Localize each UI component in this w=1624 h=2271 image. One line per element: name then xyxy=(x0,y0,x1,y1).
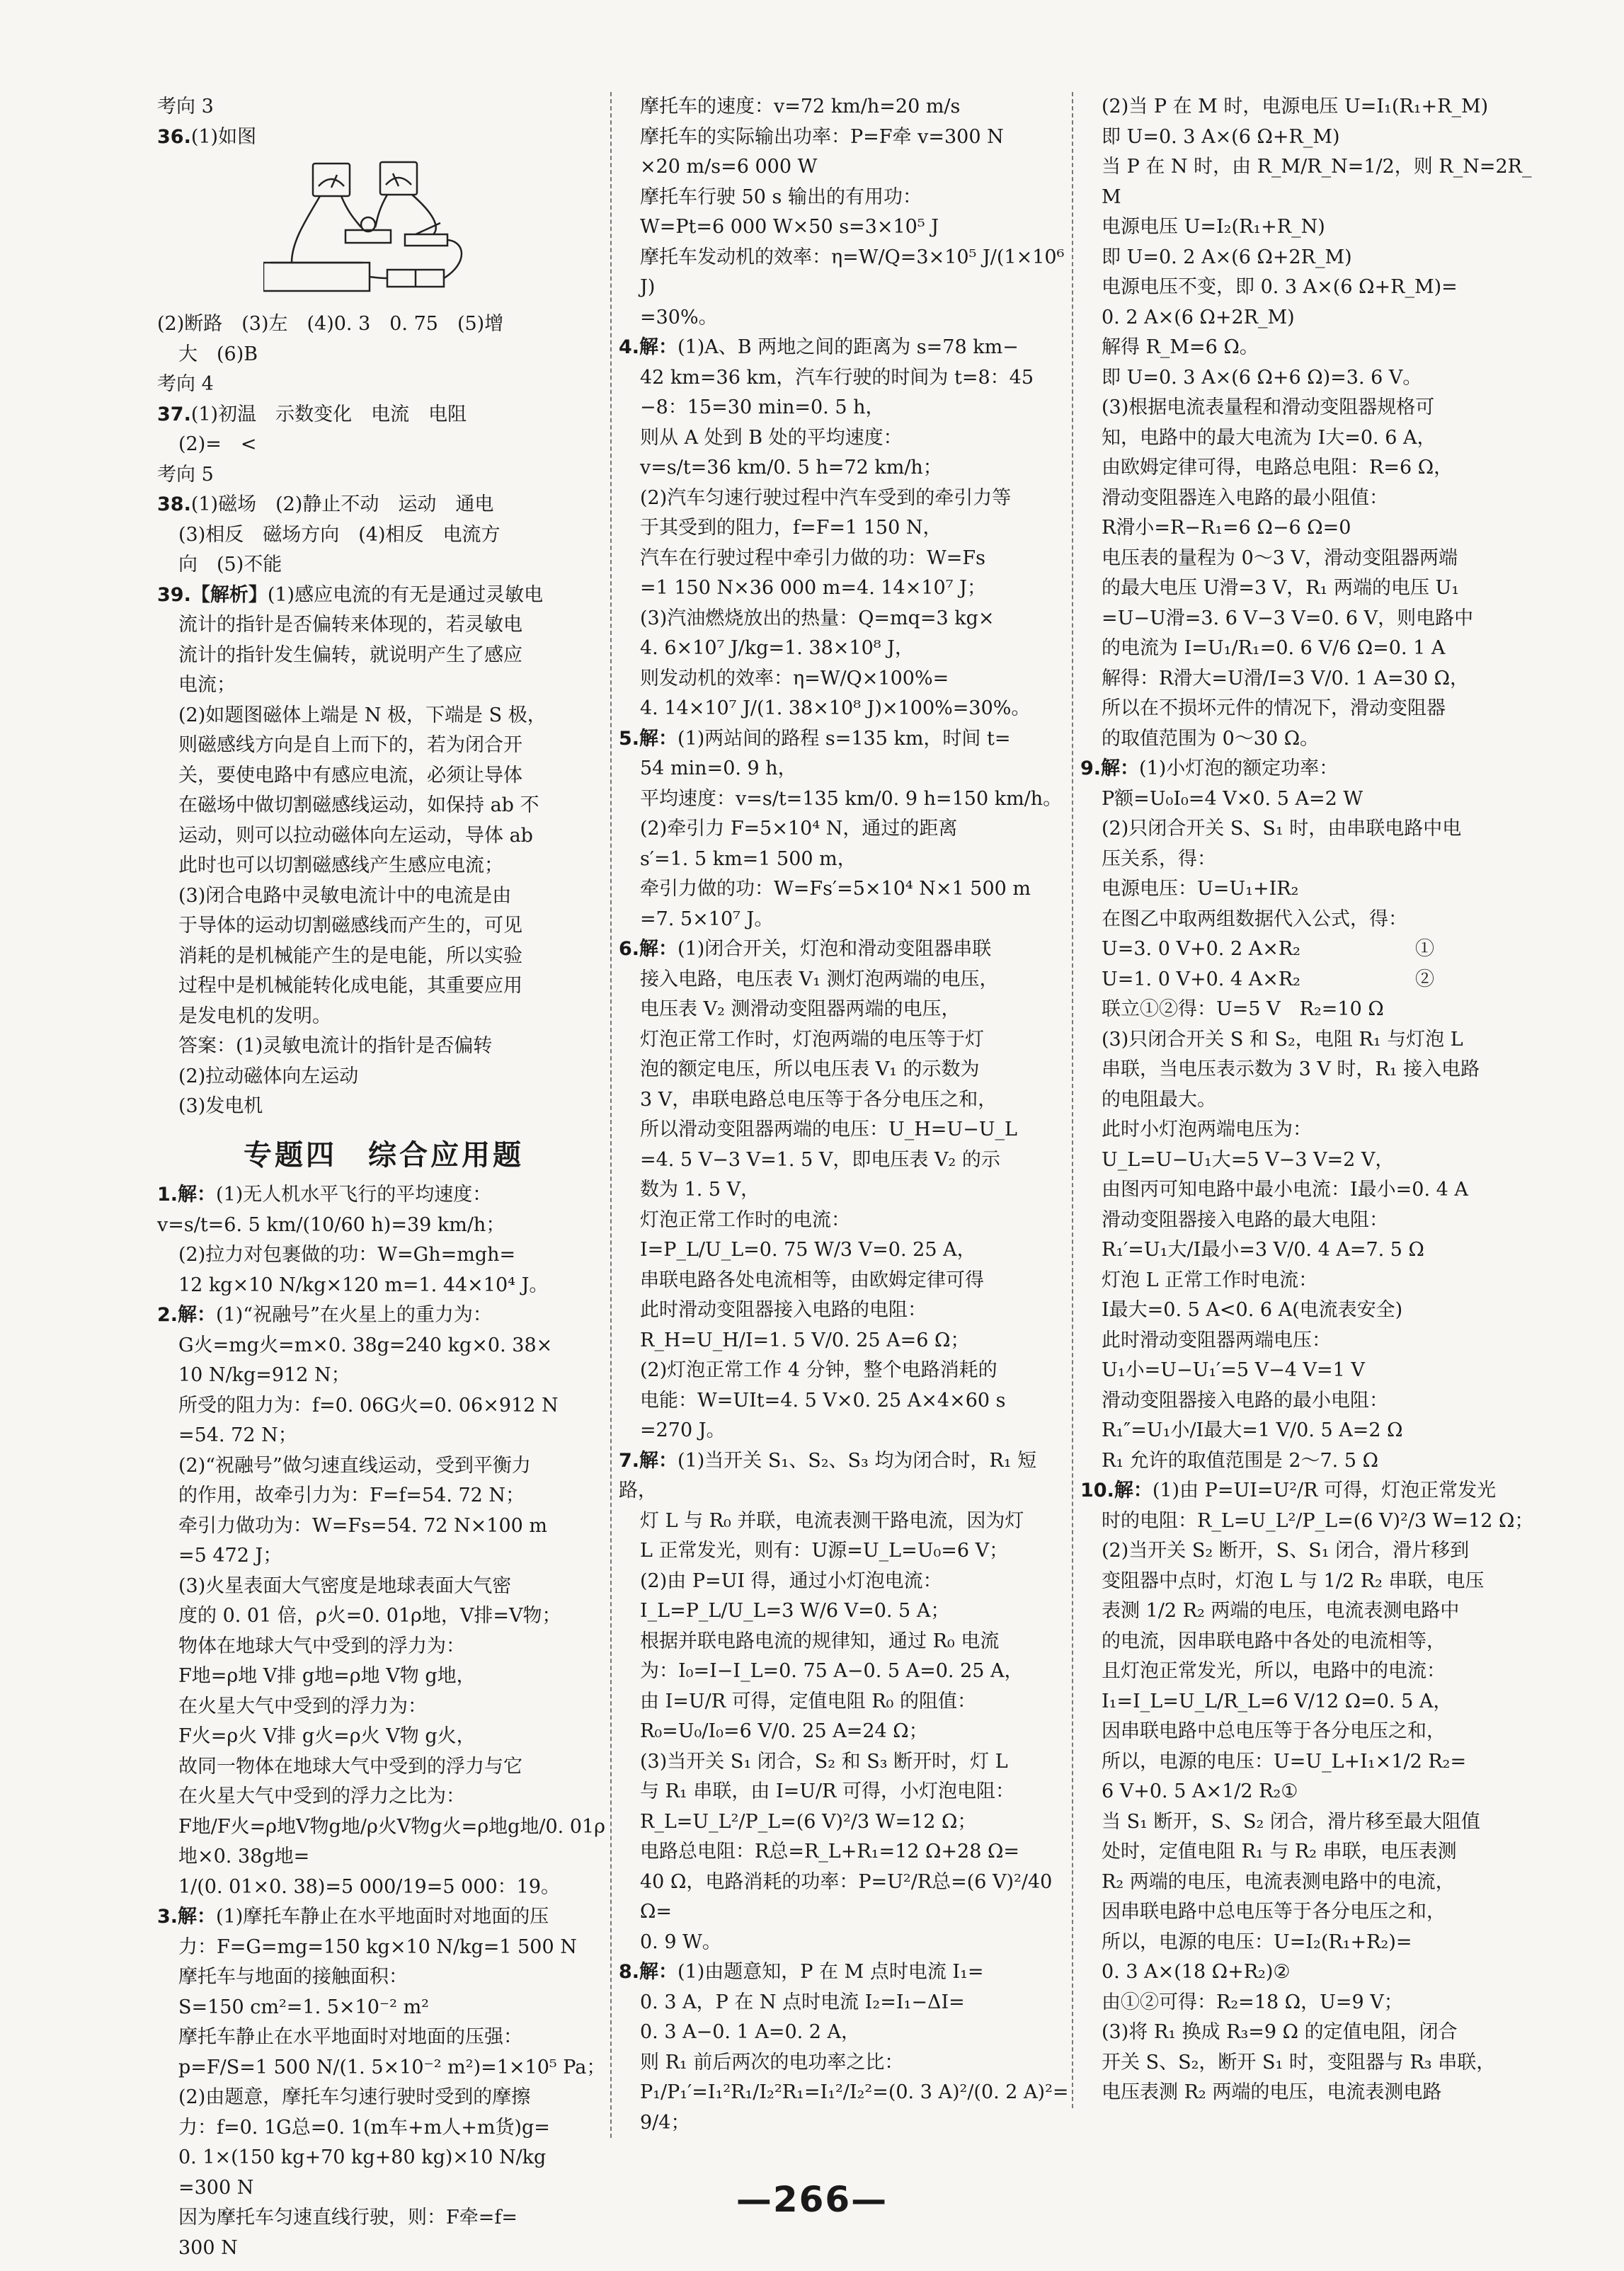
question-line: 1.解：(1)无人机水平飞行的平均速度： xyxy=(157,1184,492,1206)
question-line: 2.解：(1)“祝融号”在火星上的重力为： xyxy=(157,1304,492,1326)
text-line: 0. 9 W。 xyxy=(640,1930,721,1953)
text-line: (2)如题图磁体上端是 N 极，下端是 S 极， xyxy=(178,704,547,726)
text-line: (2)当开关 S₂ 断开，S、S₁ 闭合，滑片移到 xyxy=(1102,1540,1470,1562)
text-line: 因为摩托车匀速直线行驶，则：F牵=f= xyxy=(178,2207,517,2229)
text-line: 因串联电路中总电压等于各分电压之和， xyxy=(1102,1901,1446,1923)
text-line: 变阻器中点时，灯泡 L 与 1/2 R₂ 串联，电压 xyxy=(1102,1569,1485,1592)
text-line: 摩托车发动机的效率：η=W/Q=3×10⁵ J/(1×10⁶ J) xyxy=(640,246,1065,298)
question-line: 10.解：(1)由 P=UI=U²/R 可得，灯泡正常发光 xyxy=(1080,1480,1497,1501)
text-line: s′=1. 5 km=1 500 m， xyxy=(640,847,857,870)
text-line: ×20 m/s=6 000 W xyxy=(640,156,818,178)
text-line: 的电阻最大。 xyxy=(1102,1088,1216,1111)
text-line: 的电流为 I=U₁/R₁=0. 6 V/6 Ω=0. 1 A xyxy=(1102,637,1446,659)
text-line: 电压表 V₂ 测滑动变阻器两端的电压， xyxy=(640,998,961,1020)
text-line: 电路总电阻：R总=R_L+R₁=12 Ω+28 Ω= xyxy=(640,1841,1020,1863)
text-line: 由①②可得：R₂=18 Ω，U=9 V； xyxy=(1102,1991,1403,2013)
text-line: (3)当开关 S₁ 闭合，S₂ 和 S₃ 断开时，灯 L xyxy=(640,1750,1008,1773)
text-line: U_L=U−U₁大=5 V−3 V=2 V， xyxy=(1102,1148,1395,1171)
text-line: 解得：R滑大=U滑/I=3 V/0. 1 A=30 Ω， xyxy=(1102,667,1469,690)
text-line: 滑动变阻器连入电路的最小阻值： xyxy=(1102,486,1388,509)
text-line: 54 min=0. 9 h， xyxy=(640,757,797,779)
text-line: 为：I₀=I−I_L=0. 75 A−0. 5 A=0. 25 A， xyxy=(640,1660,1024,1682)
text-line: R₁ 允许的取值范围是 2～7. 5 Ω xyxy=(1102,1449,1378,1472)
question-line: 37.(1)初温 示数变化 电流 电阻 xyxy=(157,403,467,425)
text-line: 故同一物体在地球大气中受到的浮力与它 xyxy=(178,1755,522,1778)
text-line: 在图乙中取两组数据代入公式，得： xyxy=(1102,908,1407,930)
text-line: 此时也可以切割磁感线产生感应电流； xyxy=(178,854,503,876)
question-line: 3.解：(1)摩托车静止在水平地面时对地面的压 xyxy=(157,1906,549,1928)
text-line: 42 km=36 km，汽车行驶的时间为 t=8：45 xyxy=(640,366,1034,389)
question-line: 9.解：(1)小灯泡的额定功率： xyxy=(1080,757,1339,779)
text-line: 摩托车与地面的接触面积： xyxy=(178,1966,408,1988)
text-line: 在火星大气中受到的浮力为： xyxy=(178,1695,427,1717)
text-line: 摩托车的速度：v=72 km/h=20 m/s xyxy=(640,96,961,118)
text-line: 此时滑动变阻器两端电压： xyxy=(1102,1329,1331,1351)
text-line: (2)只闭合开关 S、S₁ 时，由串联电路中电 xyxy=(1102,818,1462,840)
column-right xyxy=(1072,92,1540,2108)
text-line: 0. 3 A×(18 Ω+R₂)② xyxy=(1102,1961,1291,1983)
text-line: 力：F=G=mg=150 kg×10 N/kg=1 500 N xyxy=(178,1935,577,1958)
text-line: 灯泡正常工作时的电流： xyxy=(640,1208,850,1231)
text-line: 灯泡 L 正常工作时电流： xyxy=(1102,1269,1318,1291)
text-line: 考向 3 xyxy=(157,96,214,118)
text-line: (2)由 P=UI 得，通过小灯泡电流： xyxy=(640,1569,942,1592)
text-line: (2)“祝融号”做匀速直线运动，受到平衡力 xyxy=(178,1454,531,1477)
text-line: −8：15=30 min=0. 5 h， xyxy=(640,396,885,418)
text-line: 则从 A 处到 B 处的平均速度： xyxy=(640,426,903,449)
text-line: U=3. 0 V+0. 2 A×R₂ ① xyxy=(1102,938,1434,960)
text-line: L 正常发光，则有：U源=U_L=U₀=6 V； xyxy=(640,1540,1009,1562)
text-line: 电源电压不变，即 0. 3 A×(6 Ω+R_M)= xyxy=(1102,276,1458,298)
text-line: 则发动机的效率：η=W/Q×100%= xyxy=(640,667,949,690)
text-line: I=P_L/U_L=0. 75 W/3 V=0. 25 A， xyxy=(640,1239,976,1261)
text-line: (2)当 P 在 M 时，电源电压 U=I₁(R₁+R_M) xyxy=(1102,96,1489,118)
text-line: 摩托车行驶 50 s 输出的有用功： xyxy=(640,185,922,208)
text-line: 在火星大气中受到的浮力之比为： xyxy=(178,1785,465,1807)
text-line: R₀=U₀/I₀=6 V/0. 25 A=24 Ω； xyxy=(640,1720,928,1742)
text-line: 0. 3 A−0. 1 A=0. 2 A， xyxy=(640,2021,861,2043)
text-line: 滑动变阻器接入电路的最小电阻： xyxy=(1102,1389,1388,1412)
text-line: 4. 14×10⁷ J/(1. 38×10⁸ J)×100%=30%。 xyxy=(640,697,1031,719)
text-line: S=150 cm²=1. 5×10⁻² m² xyxy=(178,1996,429,2018)
text-line: 压关系，得： xyxy=(1102,847,1216,870)
text-line: 当 S₁ 断开，S、S₂ 闭合，滑片移至最大阻值 xyxy=(1102,1810,1480,1833)
text-line: 串联电路各处电流相等，由欧姆定律可得 xyxy=(640,1269,984,1291)
text-line: 由 I=U/R 可得，定值电阻 R₀ 的阻值： xyxy=(640,1690,976,1712)
text-line: 时的电阻：R_L=U_L²/P_L=(6 V)²/3 W=12 Ω； xyxy=(1102,1509,1534,1532)
text-line: 运动，则可以拉动磁体向左运动，导体 ab xyxy=(178,824,533,847)
text-line: F地=ρ地 V排 g地=ρ地 V物 g地， xyxy=(178,1665,476,1687)
text-line: 所受的阻力为：f=0. 06G火=0. 06×912 N xyxy=(178,1394,559,1417)
text-line: (3)闭合电路中灵敏电流计中的电流是由 xyxy=(178,884,512,907)
text-line: 摩托车的实际输出功率：P=F牵 v=300 N xyxy=(640,125,1004,148)
text-line: 考向 4 xyxy=(157,373,214,395)
text-line: 由图丙可知电路中最小电流：I最小=0. 4 A xyxy=(1102,1179,1468,1201)
text-line: 即 U=0. 3 A×(6 Ω+6 Ω)=3. 6 V。 xyxy=(1102,366,1422,389)
text-line: 12 kg×10 N/kg×120 m=1. 44×10⁴ J。 xyxy=(178,1274,549,1296)
text-line: R₁′=U₁大/I最小=3 V/0. 4 A=7. 5 Ω xyxy=(1102,1239,1424,1261)
text-line: 即 U=0. 2 A×(6 Ω+2R_M) xyxy=(1102,246,1352,268)
text-line: (2)汽车匀速行驶过程中汽车受到的牵引力等 xyxy=(640,486,1012,509)
text-line: 滑动变阻器接入电路的最大电阻： xyxy=(1102,1208,1388,1231)
text-line: 1/(0. 01×0. 38)=5 000/19=5 000：19。 xyxy=(178,1875,561,1898)
text-line: v=s/t=6. 5 km/(10/60 h)=39 km/h； xyxy=(157,1213,505,1236)
text-line: 此时滑动变阻器接入电路的电阻： xyxy=(640,1299,927,1321)
column-middle xyxy=(610,92,1072,2138)
text-line: 流计的指针发生偏转，就说明产生了感应 xyxy=(178,643,522,666)
text-line: 摩托车静止在水平地面时对地面的压强： xyxy=(178,2026,522,2048)
text-line: P₁/P₁′=I₁²R₁/I₂²R₁=I₁²/I₂²=(0. 3 A)²/(0. 2 A)²=9/4； xyxy=(640,2081,1069,2134)
question-line: 36.(1)如图 xyxy=(157,125,257,148)
text-line: I₁=I_L=U_L/R_L=6 V/12 Ω=0. 5 A， xyxy=(1102,1690,1453,1712)
text-line: 接入电路，电压表 V₁ 测灯泡两端的电压， xyxy=(640,968,999,990)
text-line: (3)将 R₁ 换成 R₃=9 Ω 的定值电阻，闭合 xyxy=(1102,2021,1458,2043)
text-line: =54. 72 N； xyxy=(178,1424,297,1446)
text-line: 的取值范围为 0～30 Ω。 xyxy=(1102,727,1320,750)
text-line: 大 (6)B xyxy=(178,343,258,365)
text-line: R_H=U_H/I=1. 5 V/0. 25 A=6 Ω； xyxy=(640,1329,970,1351)
text-line: 电压表的量程为 0～3 V，滑动变阻器两端 xyxy=(1102,547,1458,569)
text-line: =30%。 xyxy=(640,306,718,328)
text-line: R滑小=R−R₁=6 Ω−6 Ω=0 xyxy=(1102,517,1351,539)
text-line: 汽车在行驶过程中牵引力做的功：W=Fs xyxy=(640,547,985,569)
text-line: 流计的指针是否偏转来体现的，若灵敏电 xyxy=(178,614,522,636)
text-line: 根据并联电路电流的规律知，通过 R₀ 电流 xyxy=(640,1630,1000,1652)
text-line: 物体在地球大气中受到的浮力为： xyxy=(178,1635,465,1657)
text-line: 牵引力做的功：W=Fs′=5×10⁴ N×1 500 m xyxy=(640,878,1031,900)
text-line: 平均速度：v=s/t=135 km/0. 9 h=150 km/h。 xyxy=(640,787,1063,810)
text-line: 则磁感线方向是自上而下的，若为闭合开 xyxy=(178,734,522,756)
text-line: (3)相反 磁场方向 (4)相反 电流方 xyxy=(178,523,501,546)
text-line: 300 N xyxy=(178,2236,238,2259)
text-line: 所以，电源的电压：U=U_L+I₁×1/2 R₂= xyxy=(1102,1750,1467,1773)
text-line: (3)汽油燃烧放出的热量：Q=mq=3 kg× xyxy=(640,607,995,629)
text-line: 于导体的运动切割磁感线而产生的，可见 xyxy=(178,915,522,937)
text-line: 此时小灯泡两端电压为： xyxy=(1102,1119,1312,1140)
question-line: 8.解：(1)由题意知，P 在 M 点时电流 I₁= xyxy=(619,1961,984,1983)
text-line: 3 V，串联电路总电压等于各分电压之和， xyxy=(640,1088,997,1111)
text-line: 0. 3 A，P 在 N 点时电流 I₂=I₁−ΔI= xyxy=(640,1991,965,2013)
text-line: =270 J。 xyxy=(640,1419,726,1441)
question-line: 7.解：(1)当开关 S₁、S₂、S₃ 均为闭合时，R₁ 短路， xyxy=(619,1449,1037,1501)
text-line: R_L=U_L²/P_L=(6 V)²/3 W=12 Ω； xyxy=(640,1810,977,1833)
text-line: 关，要使电路中有感应电流，必须让导体 xyxy=(178,764,522,786)
text-line: U=1. 0 V+0. 4 A×R₂ ② xyxy=(1102,968,1434,990)
text-line: 即 U=0. 3 A×(6 Ω+R_M) xyxy=(1102,125,1340,148)
text-line: p=F/S=1 500 N/(1. 5×10⁻² m²)=1×10⁵ Pa； xyxy=(178,2056,606,2078)
text-line: 0. 2 A×(6 Ω+2R_M) xyxy=(1102,306,1295,328)
text-line: 考向 5 xyxy=(157,463,214,486)
text-line: (3)发电机 xyxy=(178,1095,263,1117)
text-line: (2)牵引力 F=5×10⁴ N，通过的距离 xyxy=(640,818,958,840)
text-line: 所以，电源的电压：U=I₂(R₁+R₂)= xyxy=(1102,1930,1412,1953)
text-line: W=Pt=6 000 W×50 s=3×10⁵ J xyxy=(640,216,939,238)
text-line: 电能：W=UIt=4. 5 V×0. 25 A×4×60 s xyxy=(640,1389,1006,1412)
text-line: 牵引力做功为：W=Fs=54. 72 N×100 m xyxy=(178,1514,548,1537)
text-line: 向 (5)不能 xyxy=(178,554,282,576)
text-line: 且灯泡正常发光，所以，电路中的电流： xyxy=(1102,1660,1446,1682)
question-line: 5.解：(1)两站间的路程 s=135 km，时间 t= xyxy=(619,727,1011,750)
text-line: 的电流，因串联电路中各处的电流相等， xyxy=(1102,1630,1446,1652)
text-line: 10 N/kg=912 N； xyxy=(178,1364,350,1386)
text-line: 与 R₁ 串联，由 I=U/R 可得，小灯泡电阻： xyxy=(640,1780,1014,1802)
text-line: 于其受到的阻力，f=F=1 150 N， xyxy=(640,517,942,539)
text-line: 电源电压：U=U₁+IR₂ xyxy=(1102,878,1299,900)
text-line: 由欧姆定律可得，电路总电阻：R=6 Ω， xyxy=(1102,457,1453,479)
text-line: 的作用，故牵引力为：F=f=54. 72 N； xyxy=(178,1485,525,1506)
text-line: 灯泡正常工作时，灯泡两端的电压等于灯 xyxy=(640,1028,984,1051)
text-line: 电流； xyxy=(178,674,236,696)
text-line: =7. 5×10⁷ J。 xyxy=(640,908,774,930)
text-line: 数为 1. 5 V， xyxy=(640,1179,760,1201)
text-line: 开关 S、S₂，断开 S₁ 时，变阻器与 R₃ 串联， xyxy=(1102,2051,1496,2073)
text-line: 6 V+0. 5 A×1/2 R₂① xyxy=(1102,1780,1298,1802)
text-line: 所以滑动变阻器两端的电压：U_H=U−U_L xyxy=(640,1119,1017,1140)
text-line: 处时，定值电阻 R₁ 与 R₂ 串联，电压表测 xyxy=(1102,1841,1457,1863)
question-line: 4.解：(1)A、B 两地之间的距离为 s=78 km− xyxy=(619,336,1019,358)
text-line: I_L=P_L/U_L=3 W/6 V=0. 5 A； xyxy=(640,1600,950,1622)
text-line: (2)拉力对包裹做的功：W=Gh=mgh= xyxy=(178,1244,516,1266)
text-line: U₁小=U−U₁′=5 V−4 V=1 V xyxy=(1102,1359,1365,1381)
text-line: (2)由题意，摩托车匀速行驶时受到的摩擦 xyxy=(178,2086,531,2108)
text-line: 解得 R_M=6 Ω。 xyxy=(1102,336,1259,358)
text-line: I最大=0. 5 A<0. 6 A(电流表安全) xyxy=(1102,1299,1403,1321)
text-line: 当 P 在 N 时，由 R_M/R_N=1/2，则 R_N=2R_M xyxy=(1102,156,1532,208)
text-line: 联立①②得：U=5 V R₂=10 Ω xyxy=(1102,998,1384,1020)
text-line: 知，电路中的最大电流为 I大=0. 6 A， xyxy=(1102,426,1436,449)
text-line: =4. 5 V−3 V=1. 5 V，即电压表 V₂ 的示 xyxy=(640,1148,1000,1171)
text-line: 灯 L 与 R₀ 并联，电流表测干路电流，因为灯 xyxy=(640,1509,1024,1532)
text-line: G火=mg火=m×0. 38g=240 kg×0. 38× xyxy=(178,1334,553,1356)
text-line: v=s/t=36 km/0. 5 h=72 km/h； xyxy=(640,457,942,479)
text-line: (3)只闭合开关 S 和 S₂，电阻 R₁ 与灯泡 L xyxy=(1102,1028,1463,1051)
text-line: =U−U滑=3. 6 V−3 V=0. 6 V，则电路中 xyxy=(1102,607,1474,629)
text-line: =5 472 J； xyxy=(178,1545,282,1567)
text-line: R₁″=U₁小/I最大=1 V/0. 5 A=2 Ω xyxy=(1102,1419,1403,1441)
text-line: P额=U₀I₀=4 V×0. 5 A=2 W xyxy=(1102,787,1363,810)
text-line: F火=ρ火 V排 g火=ρ火 V物 g火， xyxy=(178,1725,476,1747)
text-line: 在磁场中做切割磁感线运动，如保持 ab 不 xyxy=(178,794,539,816)
text-line: 过程中是机械能转化成电能，其重要应用 xyxy=(178,975,522,997)
text-line: 的最大电压 U滑=3 V，R₁ 两端的电压 U₁ xyxy=(1102,577,1460,599)
text-line: =300 N xyxy=(178,2176,254,2199)
text-line: 电源电压 U=I₂(R₁+R_N) xyxy=(1102,216,1325,238)
text-line: 表测 1/2 R₂ 两端的电压，电流表测电路中 xyxy=(1102,1600,1460,1622)
text-line: 0. 1×(150 kg+70 kg+80 kg)×10 N/kg xyxy=(178,2146,547,2168)
text-line: 所以在不损坏元件的情况下，滑动变阻器 xyxy=(1102,697,1446,719)
text-line: 度的 0. 01 倍，ρ火=0. 01ρ地，V排=V物； xyxy=(178,1605,561,1627)
section-title: 专题四 综合应用题 xyxy=(244,1138,524,1172)
text-line: (3)火星表面大气密度是地球表面大气密 xyxy=(178,1574,512,1597)
text-line: (3)根据电流表量程和滑动变阻器规格可 xyxy=(1102,396,1435,418)
text-line: 40 Ω，电路消耗的功率：P=U²/R总=(6 V)²/40 Ω= xyxy=(640,1870,1053,1923)
text-line: R₂ 两端的电压，电流表测电路中的电流， xyxy=(1102,1870,1455,1893)
text-line: 泡的额定电压，所以电压表 V₁ 的示数为 xyxy=(640,1058,980,1080)
text-line: 消耗的是机械能产生的是电能，所以实验 xyxy=(178,944,522,967)
circuit-figure xyxy=(263,156,490,305)
text-line: 因串联电路中总电压等于各分电压之和， xyxy=(1102,1720,1446,1742)
text-line: 是发电机的发明。 xyxy=(178,1005,331,1027)
question-line: 39.【解析】(1)感应电流的有无是通过灵敏电 xyxy=(157,583,544,606)
text-line: (2)灯泡正常工作 4 分钟，整个电路消耗的 xyxy=(640,1359,997,1381)
text-line: 则 R₁ 前后两次的电功率之比： xyxy=(640,2051,904,2073)
text-line: (2)拉动磁体向左运动 xyxy=(178,1065,359,1087)
text-line: 4. 6×10⁷ J/kg=1. 38×10⁸ J， xyxy=(640,637,915,659)
page-number: —266— xyxy=(736,2179,888,2220)
text-line: F地/F火=ρ地V物g地/ρ火V物g火=ρ地g地/0. 01ρ地×0. 38g地= xyxy=(178,1815,606,1867)
text-line: 答案：(1)灵敏电流计的指针是否偏转 xyxy=(178,1035,493,1057)
text-line: (2)= < xyxy=(178,433,257,455)
text-line: (2)断路 (3)左 (4)0. 3 0. 75 (5)增 xyxy=(157,313,504,335)
question-line: 6.解：(1)闭合开关，灯泡和滑动变阻器串联 xyxy=(619,938,992,960)
text-line: 电压表测 R₂ 两端的电压，电流表测电路 xyxy=(1102,2081,1442,2103)
text-line: 力：f=0. 1G总=0. 1(m车+m人+m货)g= xyxy=(178,2116,550,2139)
question-line: 38.(1)磁场 (2)静止不动 运动 通电 xyxy=(157,493,494,515)
column-left xyxy=(157,92,610,2263)
text-line: 串联，当电压表示数为 3 V 时，R₁ 接入电路 xyxy=(1102,1058,1480,1080)
text-line: =1 150 N×36 000 m=4. 14×10⁷ J； xyxy=(640,577,986,599)
